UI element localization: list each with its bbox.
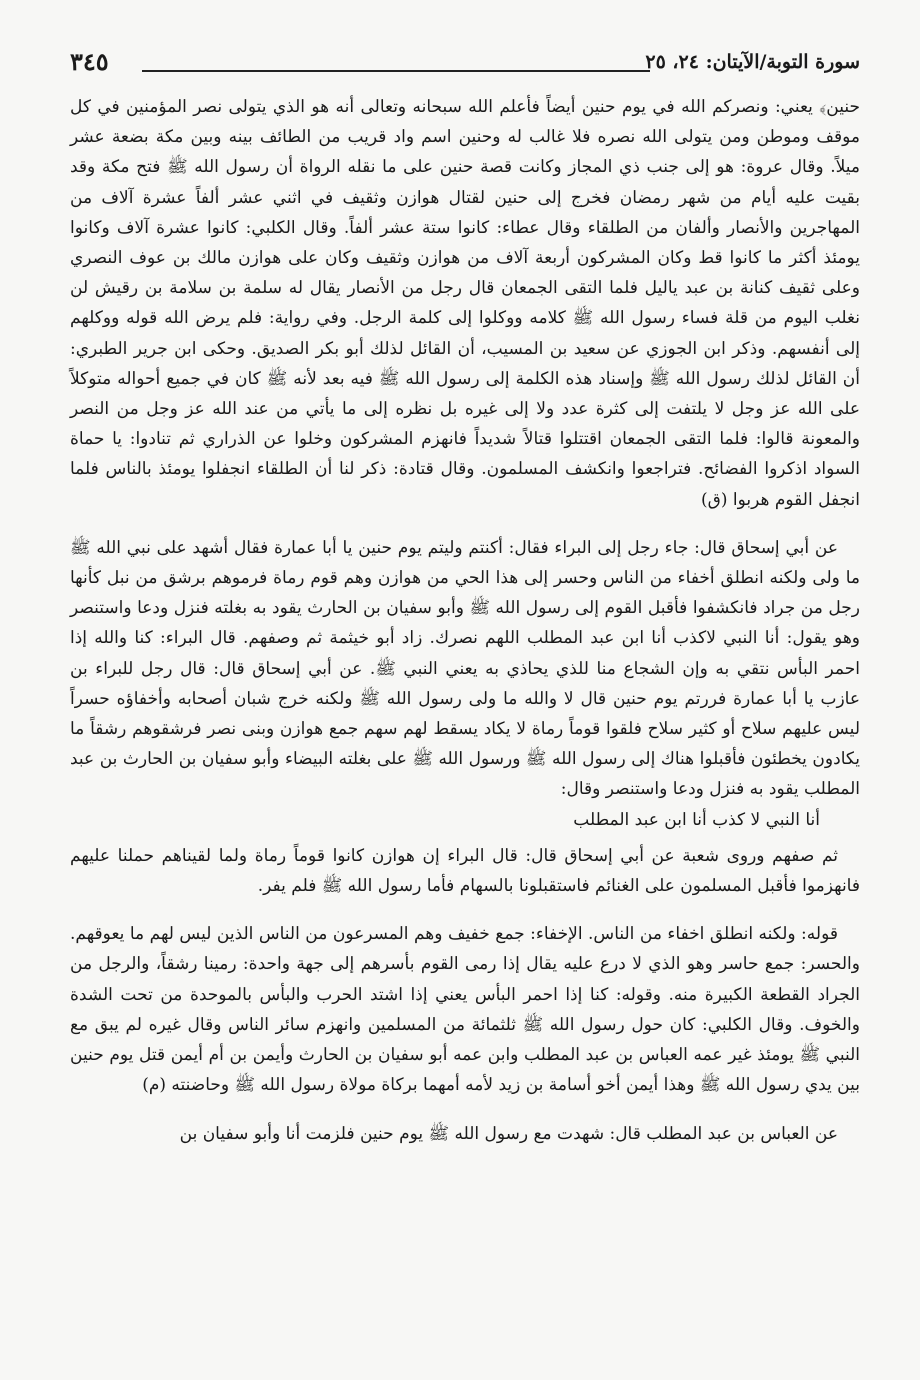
- running-head: سورة التوبة/الآيتان: ٢٤، ٢٥: [645, 51, 860, 73]
- page-body: [70, 92, 860, 1149]
- commentary-paragraph: حنين﴾ يعني: ونصركم الله في يوم حنين أيضاً فأعلم الله سبحانه وتعالى أنه هو الذي يتولى نصر المؤمنين في كل موقف وموطن ومن يتولى الله نصره فلا غالب له وحنين اسم واد قريب من الطائف بينه وبين مكة بضعة عشر ميلاً. وقال عروة: هو إلى جنب ذي المجاز وكانت قصة حنين على ما نقله الرواة أن رسول الله ﷺ فتح مكة وقد بقيت عليه أيام من شهر رمضان فخرج إلى حنين لقتال هوازن وثقيف في اثني عشر ألفاً عشرة آلاف من المهاجرين والأنصار وألفان من الطلقاء وقال عطاء: كانوا ستة عشر ألفاً. وقال الكلبي: كانوا عشرة آلاف وكانوا يومئذ أكثر ما كانوا قط وكان المشركون أربعة آلاف من هوازن وثقيف وكان على هوازن مالك بن عوف النصري وعلى ثقيف كنانة بن عبد ياليل فلما التقى الجمعان قال رجل من الأنصار يقال له سلمة بن سلامة بن رقيش لن نغلب اليوم من قلة فساء رسول الله ﷺ كلامه ووكلوا إلى كلمة الرجل. وفي رواية: فلم يرض الله قوله ووكلهم إلى أنفسهم. وذكر ابن الجوزي عن سعيد بن المسيب، أن القائل لذلك أبو بكر الصديق. وحكى ابن جرير الطبري: أن القائل لذلك رسول الله ﷺ وإسناد هذه الكلمة إلى رسول الله ﷺ فيه بعد لأنه ﷺ كان في جميع أحواله متوكلاً على الله عز وجل لا يلتفت إلى كثرة عدد ولا إلى غيره بل نظره إلى ما يأتي من عند الله عز وجل من النصر والمعونة قالوا: فلما التقى الجمعان اقتتلوا قتالاً شديداً فانهزم المشركون وخلوا عن الذراري ثم تنادوا: يا حماة السواد اذكروا الفضائح. فتراجعوا وانكشف المسلمون. وقال قتادة: ذكر لنا أن الطلقاء انجفلوا يومئذ بالناس فلما انجفل القوم هربوا (ق): [70, 97, 860, 510]
- hadith-paragraph: ثم صفهم وروى شعبة عن أبي إسحاق قال: قال البراء إن هوازن كانوا قوماً رماة ولما لقيناهم حملنا عليهم فانهزموا فأقبل المسلمون على الغنائم فاستقبلونا بالسهام فأما رسول الله ﷺ فلم يفر.: [70, 845, 860, 897]
- verse-line: أنا النبي لا كذب أنا ابن عبد المطلب: [573, 809, 820, 830]
- header-rule: [142, 70, 650, 72]
- page-number: ٣٤٥: [70, 47, 109, 76]
- page-header: [70, 44, 860, 80]
- hadith-paragraph: عن أبي إسحاق قال: جاء رجل إلى البراء فقال: أكنتم وليتم يوم حنين يا أبا عمارة فقال أشهد على نبي الله ﷺ ما ولى ولكنه انطلق أخفاء من الناس وحسر إلى هذا الحي من هوازن وهم قوم رماة فرموهم برشق من نبل كأنها رجل من جراد فانكشفوا فأقبل القوم إلى رسول الله ﷺ وأبو سفيان بن الحارث يقود به بغلته فنزل ودعا واستنصر وهو يقول: أنا النبي لاكذب أنا ابن عبد المطلب اللهم نصرك. زاد أبو خيثمة ثم وصفهم. قال البراء: كنا والله إذا احمر البأس نتقي به وإن الشجاع منا للذي يحاذي به يعني النبي ﷺ. عن أبي إسحاق قال: قال رجل للبراء بن عازب يا أبا عمارة فررتم يوم حنين قال لا والله ما ولى رسول الله ﷺ ولكنه خرج شبان أصحابه وأخفاؤه حسراً ليس عليهم سلاح أو كثير سلاح فلقوا قوماً رماة لا يكاد يسقط لهم سهم جمع هوازن وبنى نصر فرشقوهم رشقاً ما يكادون يخطئون فأقبلوا هناك إلى رسول الله ﷺ ورسول الله ﷺ على بغلته البيضاء وأبو سفيان بن الحارث بن عبد المطلب يقود به فنزل ودعا واستنصر وقال:: [70, 537, 860, 800]
- hadith-paragraph: عن العباس بن عبد المطلب قال: شهدت مع رسول الله ﷺ يوم حنين فلزمت أنا وأبو سفيان بن: [179, 1123, 838, 1144]
- explanation-paragraph: قوله: ولكنه انطلق اخفاء من الناس. الإخفاء: جمع خفيف وهم المسرعون من الناس الذين ليس لهم ما يعوقهم. والحسر: جمع حاسر وهو الذي لا درع عليه يقال إذا رمى القوم بأسرهم إلى جهة واحدة: رمينا رشقاً، والرجل من الجراد القطعة الكبيرة منه. وقوله: كنا إذا احمر البأس يعني إذا اشتد الحرب والبأس بالموحدة من تحت الشدة والخوف. وقال الكلبي: كان حول رسول الله ﷺ ثلثمائة من المسلمين وانهزم سائر الناس وقال غيره لم يبق مع النبي ﷺ يومئذ غير عمه العباس بن عبد المطلب وابن عمه أبو سفيان بن الحارث وأيمن بن أم أيمن قتل يوم حنين بين يدي رسول الله ﷺ وهذا أيمن أخو أسامة بن زيد لأمه أمهما بركاة مولاة رسول الله ﷺ وحاضنته (م): [70, 924, 860, 1096]
